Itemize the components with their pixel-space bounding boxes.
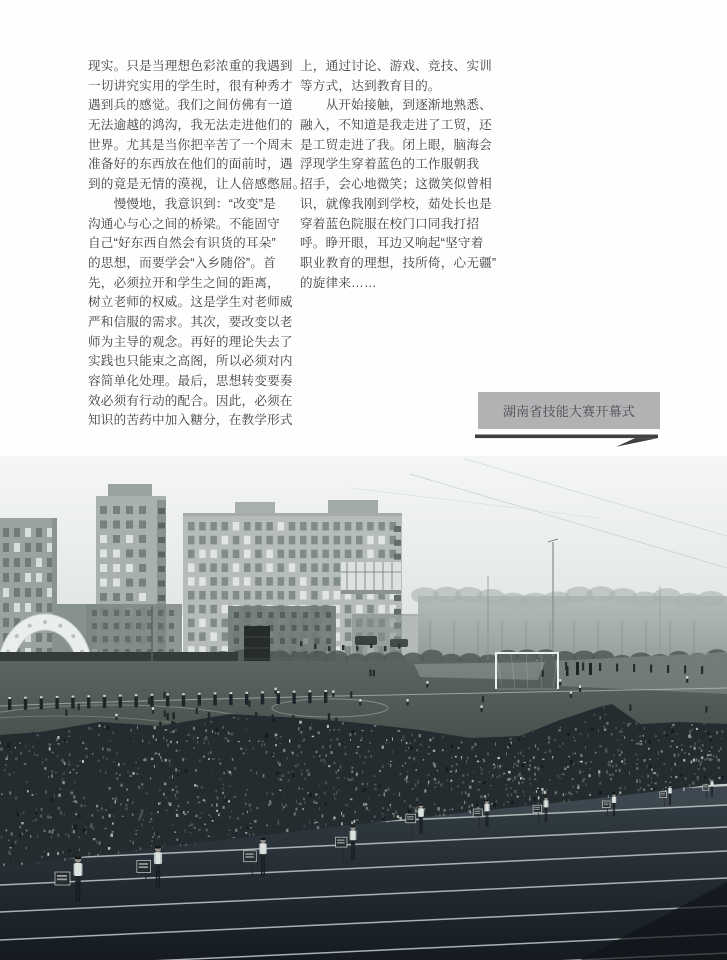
text-line: 呼。睁开眼，耳边又响起“坚守着 bbox=[300, 236, 484, 251]
text-line: 现实。只是当理想色彩浓重的我遇到 bbox=[88, 59, 293, 73]
text-line: 知识的苦药中加入糖分，在教学形式 bbox=[88, 413, 293, 428]
text-line: 到的竟是无情的漠视，让人倍感憋屈。 bbox=[88, 177, 306, 192]
text-line: 无法逾越的鸿沟，我无法走进他们的 bbox=[88, 118, 293, 133]
text-line: 一切讲究实用的学生时，很有种秀才 bbox=[88, 78, 293, 93]
text-line: 自己“好东西自然会有识货的耳朵” bbox=[88, 236, 276, 251]
text-line: 职业教育的理想，技所倚，心无疆” bbox=[300, 255, 497, 270]
text-line: 上，通过讨论、游戏、竞技、实训 bbox=[300, 59, 492, 73]
text-line: 沟通心与心之间的桥梁。不能固守 bbox=[88, 216, 280, 231]
page-number: 019 bbox=[652, 899, 673, 911]
text-line: 世界。尤其是当你把辛苦了一个周末 bbox=[88, 137, 293, 152]
text-line: 先，必须拉开和学生之间的距离， bbox=[88, 275, 280, 290]
text-line: 的旋律来…… bbox=[300, 275, 377, 290]
photo-caption-label: 湖南省技能大赛开幕式 bbox=[478, 392, 660, 429]
article-column-left bbox=[88, 57, 304, 431]
text-line: 容简单化处理。最后，思想转变要奏 bbox=[88, 374, 293, 388]
text-line: 浮现学生穿着蓝色的工作服朝我 bbox=[300, 157, 480, 172]
ceremony-photo bbox=[0, 456, 727, 960]
article-column-right bbox=[300, 57, 505, 293]
caption-underline-rule bbox=[472, 433, 664, 449]
text-line: 慢慢地，我意识到：“改变”是 bbox=[88, 196, 276, 211]
text-line: 从开始接触，到逐渐地熟悉、 bbox=[300, 98, 492, 113]
text-line: 招手，会心地微笑；这微笑似曾相 bbox=[300, 177, 492, 192]
text-line: 的思想，而要学会“入乡随俗”。首 bbox=[88, 255, 276, 270]
text-line: 严和信服的需求。其次，要改变以老 bbox=[88, 314, 293, 329]
text-line: 穿着蓝色院服在校门口同我打招 bbox=[300, 216, 480, 231]
text-line: 融入，不知道是我走进了工贸，还 bbox=[300, 118, 492, 133]
rule-bar bbox=[475, 435, 658, 439]
text-line: 效必须有行动的配合。因此，必须在 bbox=[88, 393, 293, 408]
rule-arrow-flourish bbox=[616, 438, 658, 447]
text-line: 等方式，达到教育目的。 bbox=[300, 78, 441, 93]
text-line: 是工贸走进了我。闭上眼，脑海会 bbox=[300, 137, 492, 152]
text-line: 树立老师的权威。这是学生对老师威 bbox=[88, 295, 293, 310]
text-line: 师为主导的观念。再好的理论失去了 bbox=[88, 334, 293, 349]
text-line: 识，就像我刚到学校，茹处长也是 bbox=[300, 196, 492, 211]
text-line: 遇到兵的感觉。我们之间仿佛有一道 bbox=[88, 98, 293, 113]
text-line: 准备好的东西放在他们的面前时，遇 bbox=[88, 157, 293, 172]
text-line: 实践也只能束之高阁，所以必须对内 bbox=[88, 354, 293, 369]
